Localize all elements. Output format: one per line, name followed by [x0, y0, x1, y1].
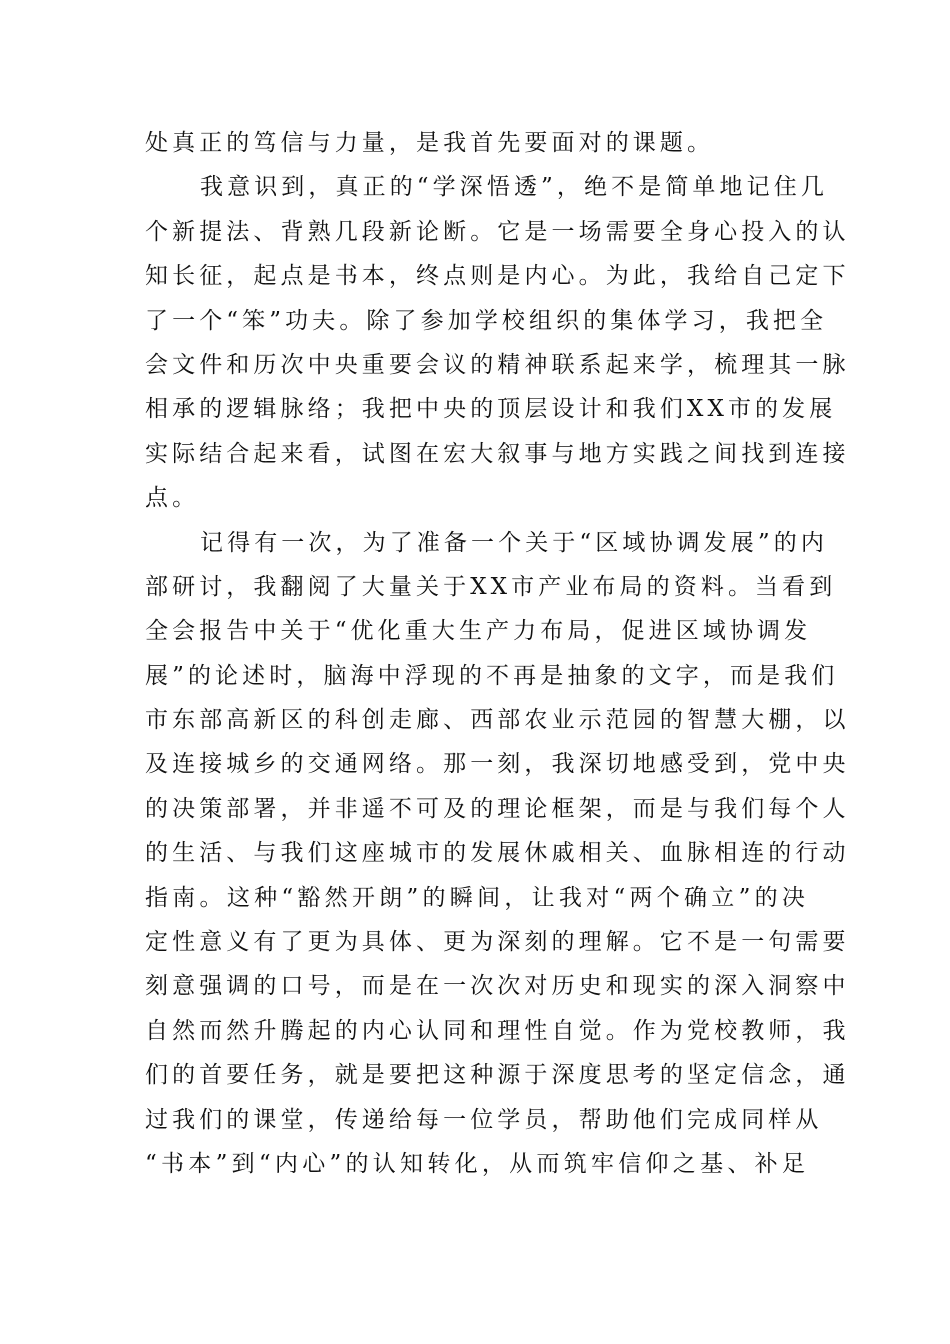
paragraph-line: 部研讨，我翻阅了大量关于XX市产业布局的资料。当看到	[145, 573, 837, 600]
paragraph-line: 刻意强调的口号，而是在一次次对历史和现实的深入洞察中	[145, 973, 850, 1000]
paragraph-line: 市东部高新区的科创走廊、西部农业示范园的智慧大棚，以	[145, 707, 850, 734]
paragraph-line: 了一个“笨”功夫。除了参加学校组织的集体学习，我把全	[145, 307, 828, 334]
paragraph-line: 展”的论述时，脑海中浮现的不再是抽象的文字，而是我们	[145, 662, 839, 689]
paragraph-line: 指南。这种“豁然开朗”的瞬间，让我对“两个确立”的决	[145, 884, 809, 911]
paragraph-line: 全会报告中关于“优化重大生产力布局，促进区域协调发	[145, 618, 812, 645]
paragraph-line: 相承的逻辑脉络；我把中央的顶层设计和我们XX市的发展	[145, 396, 837, 423]
paragraph-line: 个新提法、背熟几段新论断。它是一场需要全身心投入的认	[145, 218, 850, 245]
paragraph-line: 的决策部署，并非遥不可及的理论框架，而是与我们每个人	[145, 795, 850, 822]
paragraph-line: 处真正的笃信与力量，是我首先要面对的课题。	[145, 130, 715, 156]
paragraph-line: 点。	[145, 485, 200, 512]
paragraph-line: 记得有一次，为了准备一个关于“区域协调发展”的内	[200, 529, 828, 556]
paragraph-line: 们的首要任务，就是要把这种源于深度思考的坚定信念，通	[145, 1062, 850, 1089]
paragraph-line: 定性意义有了更为具体、更为深刻的理解。它不是一句需要	[145, 929, 850, 956]
paragraph-line: 会文件和历次中央重要会议的精神联系起来学，梳理其一脉	[145, 351, 850, 378]
paragraph-line: 及连接城乡的交通网络。那一刻，我深切地感受到，党中央	[145, 751, 850, 778]
paragraph-line: “书本”到“内心”的认知转化，从而筑牢信仰之基、补足	[145, 1150, 809, 1177]
paragraph-line: 实际结合起来看，试图在宏大叙事与地方实践之间找到连接	[145, 440, 850, 467]
paragraph-line: 我意识到，真正的“学深悟透”，绝不是简单地记住几	[200, 174, 828, 201]
paragraph-line: 的生活、与我们这座城市的发展休戚相关、血脉相连的行动	[145, 840, 850, 867]
paragraph-line: 自然而然升腾起的内心认同和理性自觉。作为党校教师，我	[145, 1017, 850, 1044]
document-page	[145, 121, 850, 1186]
paragraph-line: 过我们的课堂，传递给每一位学员，帮助他们完成同样从	[145, 1106, 823, 1133]
paragraph-line: 知长征，起点是书本，终点则是内心。为此，我给自己定下	[145, 263, 850, 290]
